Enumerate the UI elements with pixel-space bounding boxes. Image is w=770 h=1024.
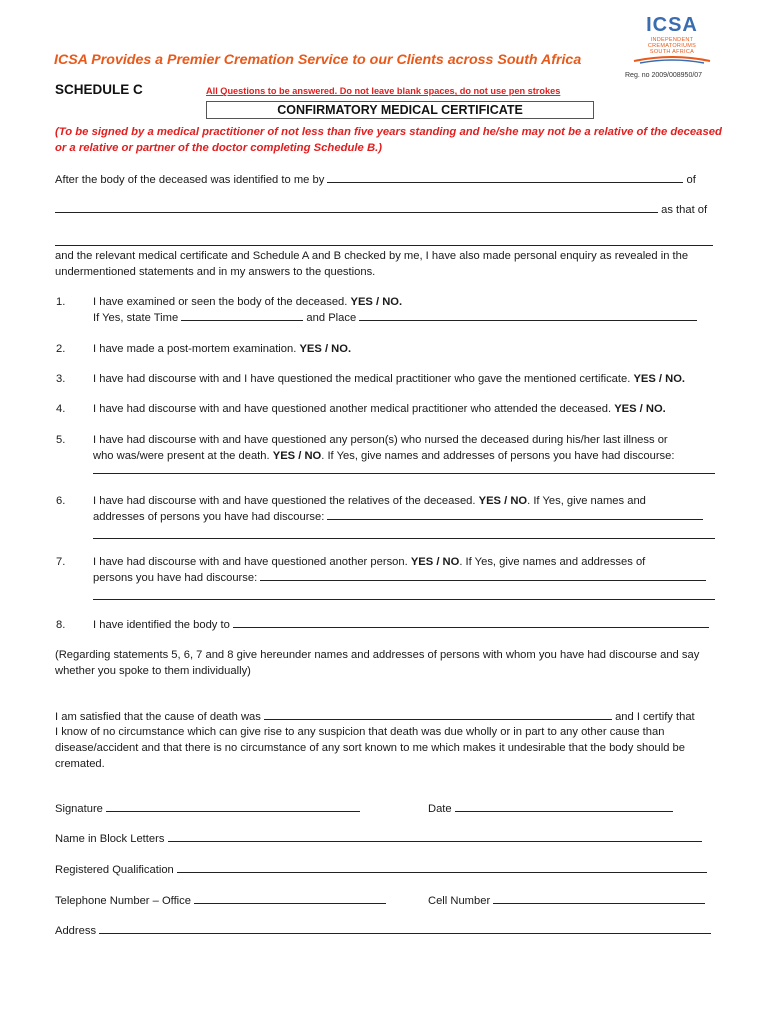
item-7-line-2: persons you have had discourse:: [93, 572, 258, 584]
item-2: [93, 341, 718, 357]
item-1-place-label: and Place: [306, 312, 357, 324]
cause-of-death-field[interactable]: [264, 709, 612, 720]
item-4-number: 4.: [56, 403, 66, 415]
item-8-text: I have identified the body to: [93, 619, 230, 631]
identified-by-field[interactable]: [327, 172, 683, 183]
item-7-answer-field-2[interactable]: [93, 599, 715, 600]
item-1-number: 1.: [56, 296, 66, 308]
registration-number: Reg. no 2009/008950/07: [625, 72, 703, 79]
item-1: [93, 294, 718, 326]
item-5-yes-no[interactable]: YES / NO: [272, 450, 322, 462]
address-field[interactable]: [99, 923, 711, 934]
item-4: [93, 401, 718, 417]
item-6-after: . If Yes, give names and: [527, 495, 646, 507]
item-6-number: 6.: [56, 495, 66, 507]
schedule-label: SCHEDULE C: [55, 82, 143, 97]
satisfied-start: I am satisfied that the cause of death was: [55, 711, 261, 723]
item-3: [93, 371, 718, 387]
identifier-address-field[interactable]: [55, 202, 658, 213]
instruction-text: (To be signed by a medical practitioner of not less than five years standing and he/she may not be a relative of the deceased or a relative or partner of the doctor completing Schedule B.): [55, 126, 722, 154]
tel-office-row: [55, 893, 386, 909]
address-label: Address: [55, 925, 97, 937]
intro-line-1-end: of: [686, 174, 696, 186]
cell-label: Cell Number: [428, 895, 491, 907]
item-8-number: 8.: [56, 619, 66, 631]
item-5: [93, 432, 718, 464]
intro-line-2: [55, 202, 715, 218]
item-6: [93, 493, 718, 525]
logo-swoosh-icon: [630, 55, 714, 65]
item-2-number: 2.: [56, 343, 66, 355]
warning-text: All Questions to be answered. Do not leave blank spaces, do not use pen strokes: [206, 86, 561, 96]
item-7-text: I have had discourse with and have questioned another person.: [93, 556, 408, 568]
item-7-answer-field[interactable]: [260, 570, 706, 581]
logo-line3: SOUTH AFRICA: [649, 49, 695, 55]
logo-line2: CREMATORIUMS: [647, 43, 697, 49]
signature-field[interactable]: [106, 801, 360, 812]
name-field[interactable]: [168, 831, 702, 842]
page-title: CONFIRMATORY MEDICAL CERTIFICATE: [206, 101, 594, 119]
item-5-number: 5.: [56, 434, 66, 446]
item-1-yes-no[interactable]: YES / NO.: [350, 296, 403, 308]
name-row: [55, 831, 702, 847]
item-6-answer-field-2[interactable]: [93, 538, 715, 539]
item-6-text: I have had discourse with and have questioned the relatives of the deceased.: [93, 495, 476, 507]
signature-row: [55, 801, 360, 817]
deceased-name-field[interactable]: [55, 245, 713, 246]
time-field[interactable]: [181, 310, 303, 321]
tel-office-label: Telephone Number – Office: [55, 895, 191, 907]
date-field[interactable]: [455, 801, 673, 812]
item-4-yes-no[interactable]: YES / NO.: [614, 403, 666, 415]
item-5-after: . If Yes, give names and addresses of persons you have had discourse:: [321, 450, 675, 462]
qualification-field[interactable]: [177, 862, 707, 873]
intro-line-1-text: After the body of the deceased was identified to me by: [55, 174, 325, 186]
icsa-logo: [630, 14, 714, 72]
regarding-note: (Regarding statements 5, 6, 7 and 8 give hereunder names and addresses of persons with whom you have had discourse and say whether you spoke to them individually): [55, 649, 700, 677]
item-7-after: . If Yes, give names and addresses of: [459, 556, 646, 568]
item-8-answer-field[interactable]: [233, 617, 709, 628]
satisfied-paragraph: I know of no circumstance which can give rise to any suspicion that death was due wholly or in part to any other cause than disease/accident and that there is no circumstance of any sort known to me which makes it undesirable that the body should be cremated.: [55, 726, 685, 770]
item-4-text: I have had discourse with and have questioned another medical practitioner who attended the deceased.: [93, 403, 612, 415]
logo-name: ICSA: [646, 14, 698, 36]
intro-paragraph: and the relevant medical certificate and Schedule A and B checked by me, I have also made personal enquiry as revealed in the undermentioned statements and in my answers to the questions.: [55, 250, 689, 278]
item-3-number: 3.: [56, 373, 66, 385]
item-3-yes-no[interactable]: YES / NO.: [633, 373, 686, 385]
item-6-yes-no[interactable]: YES / NO: [478, 495, 528, 507]
qualification-row: [55, 862, 707, 878]
date-row: [428, 801, 673, 817]
name-label: Name in Block Letters: [55, 833, 165, 845]
item-3-text: I have had discourse with and I have questioned the medical practitioner who gave the mentioned certificate.: [93, 373, 631, 385]
satisfied-end: and I certify that: [615, 711, 695, 723]
item-5-text: I have had discourse with and have questioned any person(s) who nursed the deceased during his/her last illness or: [93, 434, 668, 446]
item-7: [93, 554, 718, 586]
tel-office-field[interactable]: [194, 893, 386, 904]
address-row: [55, 923, 711, 939]
item-2-text: I have made a post-mortem examination.: [93, 343, 297, 355]
item-5-line-2: who was/were present at the death.: [93, 450, 270, 462]
item-8: [93, 617, 718, 633]
date-label: Date: [428, 803, 452, 815]
item-7-yes-no[interactable]: YES / NO: [410, 556, 460, 568]
cell-field[interactable]: [493, 893, 705, 904]
item-5-answer-field[interactable]: [93, 473, 715, 474]
place-field[interactable]: [359, 310, 697, 321]
satisfied-line: [55, 709, 715, 725]
item-2-yes-no[interactable]: YES / NO.: [299, 343, 352, 355]
logo-line1: INDEPENDENT: [650, 37, 694, 43]
item-7-number: 7.: [56, 556, 66, 568]
item-1-time-label: If Yes, state Time: [93, 312, 179, 324]
intro-line-1: [55, 172, 715, 188]
qualification-label: Registered Qualification: [55, 864, 174, 876]
signature-label: Signature: [55, 803, 103, 815]
item-6-answer-field[interactable]: [327, 509, 703, 520]
cell-row: [428, 893, 705, 909]
tagline: ICSA Provides a Premier Cremation Service to our Clients across South Africa: [54, 52, 582, 68]
intro-line-2-end: as that of: [661, 204, 708, 216]
item-6-line-2: addresses of persons you have had discourse:: [93, 511, 325, 523]
item-1-text: I have examined or seen the body of the deceased.: [93, 296, 348, 308]
